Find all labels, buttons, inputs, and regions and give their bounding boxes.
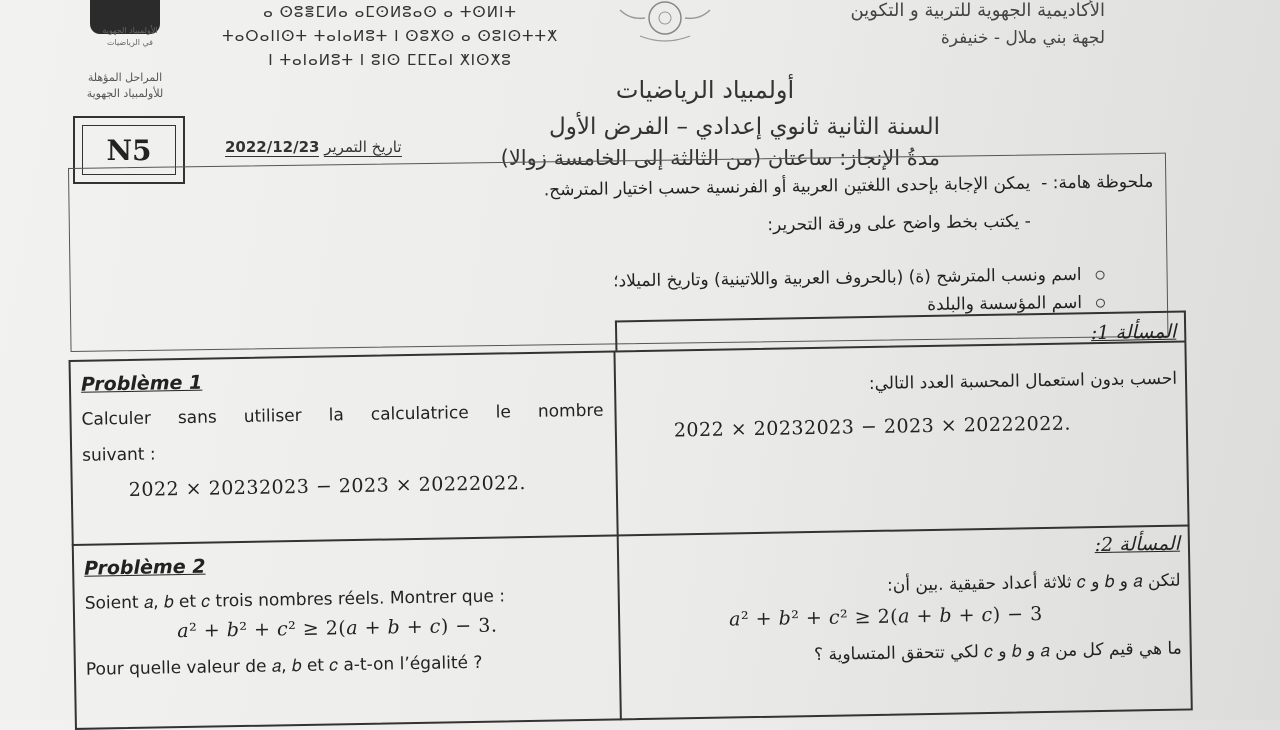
logo-caption-line-2: للأولمبياد الجهوية xyxy=(86,87,164,100)
level-line: السنة الثانية ثانوي إعدادي – الفرض الأول xyxy=(549,114,940,140)
tifinagh-line-1: ⴰ ⵙⵓⴻⵎⵍⴰ ⴰⵎⵙⵍⵓⴰⵙ ⴰ ⵜⵙⵍⵏⵜ xyxy=(263,3,517,21)
exam-code: N5 xyxy=(82,125,176,175)
problem-1-text-line-1: Calculer sans utiliser la calculatrice le nombre xyxy=(81,400,604,430)
olympiad-title: أولمبياد الرياضيات xyxy=(615,76,795,104)
problem-1-ar-expression: 2022 × 20232023 − 2023 × 20222022. xyxy=(673,412,1072,442)
kingdom-emblem-icon xyxy=(600,0,730,44)
academy-region: لجهة بني ملال - خنيفرة xyxy=(940,28,1105,48)
logo-caption xyxy=(50,70,200,102)
problem-2-question: Pour quelle valeur de 𝑎, 𝑏 et 𝑐 a-t-on l’égalité ? xyxy=(85,652,483,680)
problem-2-ar-inequality: 𝑎² + 𝑏² + 𝑐² ≥ 2(𝑎 + 𝑏 + 𝑐) − 3 xyxy=(728,603,1043,631)
academy-name: الأكاديمية الجهوية للتربية و التكوين xyxy=(850,0,1105,21)
tifinagh-header xyxy=(205,0,575,72)
exam-date xyxy=(225,138,445,156)
bullet-icon xyxy=(1096,270,1105,279)
note-line-1: يمكن الإجابة بإحدى اللغتين العربية أو الفرنسية حسب اختيار المترشح. xyxy=(543,173,1031,201)
problem-2-ar-title: المسألة 2: xyxy=(1094,532,1181,557)
logo-caption-line-1: المراحل المؤهلة xyxy=(87,71,163,84)
logo-subtitle-1: الأولمبياد الجهوية xyxy=(102,26,158,35)
bullet-icon xyxy=(1096,298,1105,307)
problems-table xyxy=(68,310,1201,730)
note-bullet-2-text: اسم المؤسسة والبلدة xyxy=(927,292,1083,316)
tifinagh-line-3: ⵏ ⵜⴰⵏⴰⵍⵓⵜ ⵏ ⵓⵏⵙ ⵎⵎⵎⴰⵏ ⵅⵏⵙⵅⵓ xyxy=(268,51,512,69)
problem-1-ar-title: المسألة 1: xyxy=(1090,320,1177,345)
problem-2-text: Soient 𝑎, 𝑏 et 𝑐 trois nombres réels. Montrer que : xyxy=(84,586,506,614)
duration-line: مدةُ الإنجاز: ساعتان (من الثالثة إلى الخامسة زوالا) xyxy=(500,146,940,170)
problem-2-inequality: 𝑎² + 𝑏² + 𝑐² ≥ 2(𝑎 + 𝑏 + 𝑐) − 3. xyxy=(177,614,498,643)
note-line-2: - يكتب بخط واضح على ورقة التحرير: xyxy=(767,211,1031,236)
problem-1-title: Problème 1 xyxy=(80,371,203,396)
problem-1-ar-text: احسب بدون استعمال المحسبة العدد التالي: xyxy=(868,368,1178,395)
note-title: ملحوظة هامة: - xyxy=(1040,171,1154,194)
logo-subtitle-2: في الرياضيات xyxy=(107,38,153,47)
date-label: تاريخ التمرير xyxy=(324,138,402,156)
problem-1-expression: 2022 × 20232023 − 2023 × 20222022. xyxy=(128,472,527,501)
note-bullet-1-text: اسم ونسب المترشح (ة) (بالحروف العربية واللاتينية) وتاريخ الميلاد؛ xyxy=(613,264,1082,292)
problem-2-title: Problème 2 xyxy=(83,555,206,580)
problem-1-text-line-2: suivant : xyxy=(82,444,156,466)
tifinagh-line-2: ⵜⴰⵔⴰⵏⵏⵙⵜ ⵜⴰⵏⴰⵍⵓⵜ ⵏ ⵙⵓⵅⵙ ⴰ ⵙⵓⵏⵙⵜⵜⵅ xyxy=(222,27,558,45)
date-value: 2022/12/23 xyxy=(225,138,320,156)
note-bullet-1 xyxy=(613,265,1105,292)
problem-2-ar-question: ما هي قيم كل من 𝑎 و 𝑏 و 𝑐 لكي تتحقق المتساوية ؟ xyxy=(813,638,1182,666)
problem-2-ar-text: لتكن 𝑎 و 𝑏 و 𝑐 ثلاثة أعداد حقيقية .بين أن: xyxy=(886,570,1181,596)
